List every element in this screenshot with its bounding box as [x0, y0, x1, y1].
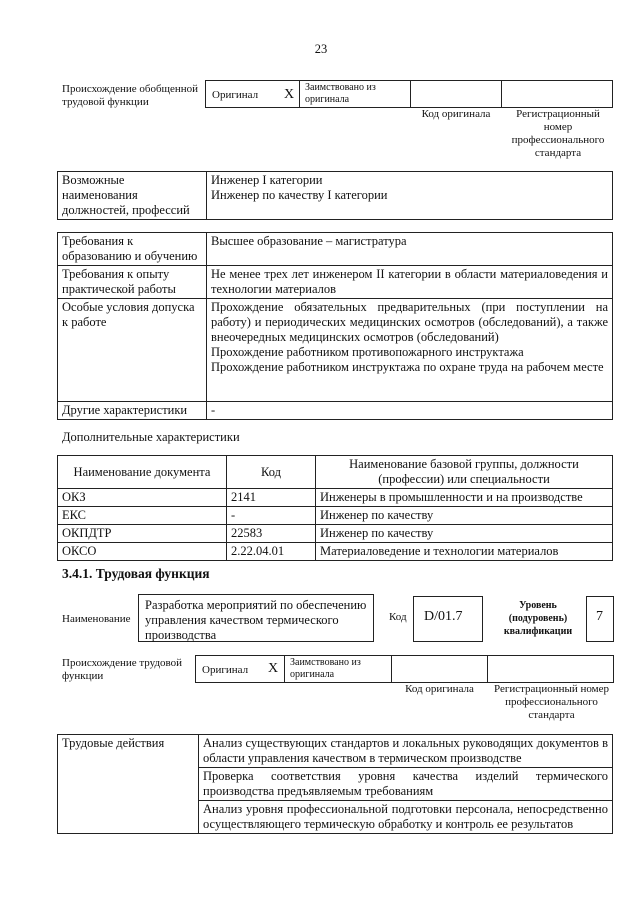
function-origin-borrowed-label: Заимствовано из оригинала: [290, 657, 361, 680]
additional-row-code: 22583: [227, 525, 316, 543]
actions-label: Трудовые действия: [58, 735, 199, 834]
additional-heading: Дополнительные характеристики: [62, 430, 240, 444]
additional-row-doc: ОКЗ: [58, 489, 227, 507]
function-code-value: D/01.7: [424, 609, 463, 624]
actions-item: Анализ существующих стандартов и локальных руководящих документов в области управления качеством в термическом производстве: [199, 735, 613, 768]
function-level-value-cell: [586, 596, 614, 642]
positions-value-line2: Инженер по качеству I категории: [211, 188, 388, 202]
table-row: [58, 489, 613, 507]
req-other-value: -: [207, 402, 613, 420]
req-experience-value: Не менее трех лет инженером II категории в области материаловедения и технологии материалов: [207, 266, 613, 299]
positions-value: [207, 172, 613, 220]
function-heading: 3.4.1. Трудовая функция: [62, 566, 210, 581]
additional-header-doc: Наименование документа: [58, 456, 227, 489]
req-other-label: Другие характеристики: [58, 402, 207, 420]
origin-code-cell: [410, 80, 502, 108]
function-origin-borrowed-cell: [284, 655, 392, 683]
function-code-label: Код: [389, 611, 407, 623]
additional-row-code: 2141: [227, 489, 316, 507]
req-conditions-label: Особые условия допуска к работе: [58, 299, 207, 402]
function-level-value: 7: [596, 609, 603, 624]
additional-row-code: 2.22.04.01: [227, 543, 316, 561]
actions-item: Анализ уровня профессиональной подготовки персонала, непосредственно осуществляющего термическую обработку и контроль ее результатов: [199, 801, 613, 834]
origin-mark: X: [284, 87, 295, 102]
origin-borrowed-cell: [299, 80, 411, 108]
additional-row-name: Инженер по качеству: [316, 525, 613, 543]
req-conditions-value1: Прохождение обязательных предварительных (при поступлении на работу) и периодических медицинских осмотров (обследований), а также внеочередных медицинских осмотров (обследований): [211, 300, 608, 344]
function-origin-code-cell: [391, 655, 488, 683]
actions-table: [57, 734, 613, 834]
positions-table: [57, 171, 613, 220]
additional-row-doc: ЕКС: [58, 507, 227, 525]
req-conditions-value: [207, 299, 613, 402]
origin-reg-label: Регистрационный номер профессионального стандарта: [511, 108, 605, 159]
req-conditions-value3: Прохождение работником инструктажа по охране труда на рабочем месте: [211, 360, 604, 374]
actions-item: Проверка соответствия уровня качества изделий термического производства предъявляемым требованиям: [199, 768, 613, 801]
origin-original-label: Оригинал: [212, 89, 259, 101]
table-row: [58, 507, 613, 525]
table-row: [58, 525, 613, 543]
function-name-label: Наименование: [62, 613, 131, 625]
function-level-label: Уровень (подуровень) квалификации: [503, 600, 573, 637]
positions-label: Возможные наименования должностей, профессий: [58, 172, 207, 220]
additional-row-code: -: [227, 507, 316, 525]
function-name-text: Разработка мероприятий по обеспечению управления качеством термического производства: [145, 598, 367, 642]
req-education-value: Высшее образование – магистратура: [207, 233, 613, 266]
function-origin-mark: X: [268, 661, 279, 676]
page-number: 23: [314, 42, 328, 56]
positions-value-line1: Инженер I категории: [211, 173, 323, 187]
req-experience-label: Требования к опыту практической работы: [58, 266, 207, 299]
origin-reg-cell: [501, 80, 613, 108]
origin-original-cell: [205, 80, 300, 108]
additional-header-name: Наименование базовой группы, должности (профессии) или специальности: [316, 456, 613, 489]
additional-header-code: Код: [227, 456, 316, 489]
function-origin-reg-cell: [487, 655, 614, 683]
function-name-value: [138, 594, 374, 642]
additional-table: [57, 455, 613, 561]
additional-row-name: Инженер по качеству: [316, 507, 613, 525]
function-origin-reg-label: Регистрационный номер профессионального стандарта: [493, 683, 610, 721]
function-origin-original-label: Оригинал: [202, 664, 249, 676]
origin-code-label: Код оригинала: [421, 108, 491, 120]
additional-row-doc: ОКПДТР: [58, 525, 227, 543]
req-education-label: Требования к образованию и обучению: [58, 233, 207, 266]
function-code-value-cell: [413, 596, 483, 642]
function-origin-original-cell: [195, 655, 285, 683]
origin-borrowed-label: Заимствовано из оригинала: [305, 82, 376, 105]
function-origin-code-label: Код оригинала: [405, 683, 474, 695]
req-conditions-value2: Прохождение работником противопожарного инструктажа: [211, 345, 524, 359]
requirements-table: [57, 232, 613, 420]
function-origin-label: Происхождение трудовой функции: [62, 657, 183, 682]
origin-label: Происхождение обобщенной трудовой функции: [62, 83, 199, 108]
additional-row-name: Материаловедение и технологии материалов: [316, 543, 613, 561]
additional-row-name: Инженеры в промышленности и на производстве: [316, 489, 613, 507]
table-row: [58, 543, 613, 561]
additional-row-doc: ОКСО: [58, 543, 227, 561]
